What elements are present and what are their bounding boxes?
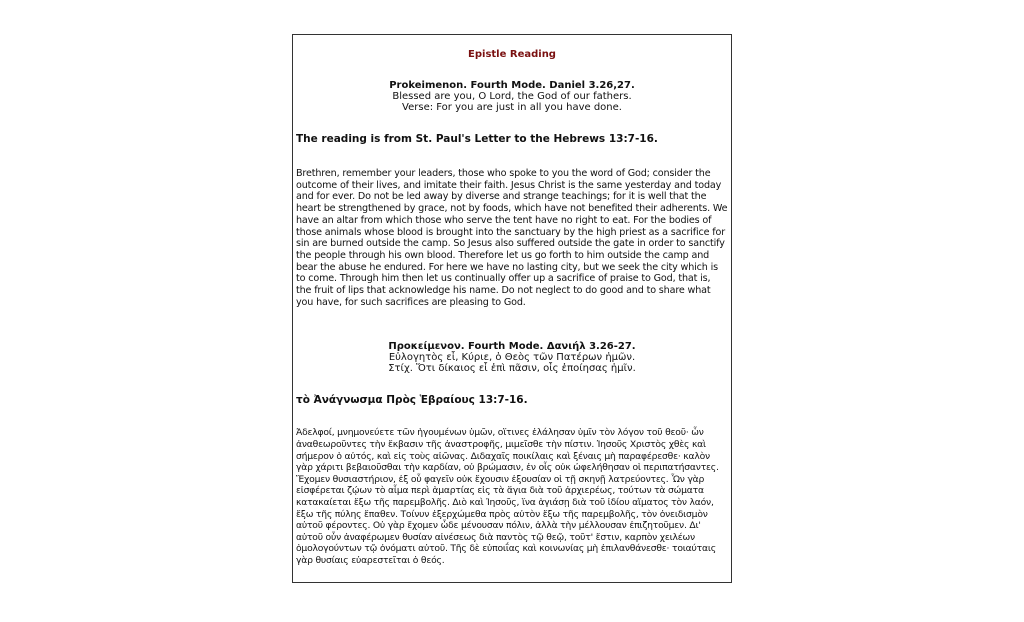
greek-prokeimenon-line2: Στίχ. Ὅτι δίκαιος εἶ ἐπὶ πᾶσιν, οἷς ἐποίησας ἡμῖν.: [388, 363, 636, 375]
epistle-page: [292, 34, 732, 583]
greek-reading-heading: τὸ Ἀνάγνωσμα Πρὸς Ἑβραίους 13:7-16.: [296, 394, 528, 407]
greek-prokeimenon-line1: Εὐλογητὸς εἶ, Κύριε, ὁ Θεὸς τῶν Πατέρων ἡμῶν.: [388, 352, 636, 364]
greek-reading-text: Ἀδελφοί, μνημονεύετε τῶν ἡγουμένων ὑμῶν, οἵτινες ἐλάλησαν ὑμῖν τὸν λόγον τοῦ θεοῦ· ὧν ἀναθεωροῦντες τὴν ἔκβασιν τῆς ἀναστροφῆς, μιμεῖσθε τὴν πίστιν. Ἰησοῦς Χριστὸς χθὲς καὶ σήμερον ὁ αὐτός, καὶ εἰς τοὺς αἰῶνας. Διδαχαῖς ποικίλαις καὶ ξέναις μὴ παραφέρεσθε· καλὸν γὰρ χάριτι βεβαιοῦσθαι τὴν καρδίαν, οὐ βρώμασιν, ἐν οἷς οὐκ ὠφελήθησαν οἱ περιπατήσαντες. Ἔχομεν θυσιαστήριον, ἐξ οὗ φαγεῖν οὐκ ἔχουσιν ἐξουσίαν οἱ τῇ σκηνῇ λατρεύοντες. Ὧν γὰρ εἰσφέρεται ζῴων τὸ αἷμα περὶ ἁμαρτίας εἰς τὰ ἅγια διὰ τοῦ ἀρχιερέως, τούτων τὰ σώματα κατακαίεται ἔξω τῆς παρεμβολῆς. Διὸ καὶ Ἰησοῦς, ἵνα ἁγιάσῃ διὰ τοῦ ἰδίου αἵματος τὸν λαόν, ἔξω τῆς πύλης ἔπαθεν. Τοίνυν ἐξερχώμεθα πρὸς αὐτὸν ἔξω τῆς παρεμβολῆς, τὸν ὀνειδισμὸν αὐτοῦ φέροντες. Οὐ γὰρ ἔχομεν ὧδε μένουσαν πόλιν, ἀλλὰ τὴν μέλλουσαν ἐπιζητοῦμεν. Δι' αὐτοῦ οὖν ἀναφέρωμεν θυσίαν αἰνέσεως διὰ παντὸς τῷ θεῷ, τοῦτ' ἔστιν, καρπὸν χειλέων ὁμολογούντων τῷ ὀνόματι αὐτοῦ. Τῆς δὲ εὐποιΐας καὶ κοινωνίας μὴ ἐπιλανθάνεσθε· τοιαύταις γὰρ θυσίαις εὐαρεστεῖται ὁ θεός.: [296, 427, 719, 566]
greek-prokeimenon: [296, 341, 728, 374]
english-reading-text: Brethren, remember your leaders, those who spoke to you the word of God; consider the outcome of their lives, and imitate their faith. Jesus Christ is the same yesterday and today and for ever. Do not be led away by diverse and strange teachings; for it is well that the heart be strengthened by grace, not by foods, which have not benefited their adherents. We have an altar from which those who serve the tent have no right to eat. For the bodies of those animals whose blood is brought into the sanctuary by the high priest as a sacrifice for sin are burned outside the camp. So Jesus also suffered outside the gate in order to sanctify the people through his own blood. Therefore let us go forth to him outside the camp and bear the abuse he endured. For here we have no lasting city, but we seek the city which is to come. Through him then let us continually offer up a sacrifice of praise to God, that is, the fruit of lips that acknowledge his name. Do not neglect to do good and to share what you have, for such sacrifices are pleasing to God.: [296, 168, 728, 308]
english-prokeimenon-heading: Prokeimenon. Fourth Mode. Daniel 3.26,27.: [389, 80, 635, 91]
english-reading-heading: The reading is from St. Paul's Letter to the Hebrews 13:7-16.: [296, 133, 658, 145]
english-prokeimenon-line1: Blessed are you, O Lord, the God of our fathers.: [392, 91, 632, 102]
english-prokeimenon-line2: Verse: For you are just in all you have done.: [402, 102, 622, 113]
page-title: Epistle Reading: [468, 49, 556, 60]
greek-prokeimenon-heading: Προκείμενον. Fourth Mode. Δανιήλ 3.26-27.: [388, 341, 636, 353]
english-prokeimenon: [296, 80, 728, 113]
